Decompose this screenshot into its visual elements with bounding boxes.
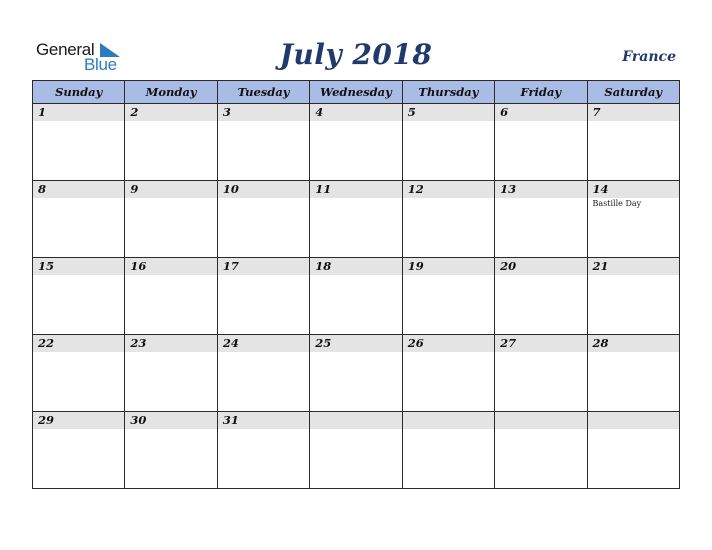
day-number: 16 xyxy=(125,258,216,275)
day-cell xyxy=(125,258,217,335)
day-number: 31 xyxy=(218,412,309,429)
day-number: 10 xyxy=(218,181,309,198)
day-cell xyxy=(402,258,494,335)
day-cell xyxy=(587,181,679,258)
day-cell xyxy=(402,104,494,181)
day-cell xyxy=(217,412,309,489)
weekday-header-row xyxy=(33,81,680,104)
day-number: 19 xyxy=(403,258,494,275)
day-cell xyxy=(33,335,125,412)
day-number: 22 xyxy=(33,335,124,352)
day-number: 23 xyxy=(125,335,216,352)
day-cell xyxy=(402,412,494,489)
day-cell xyxy=(217,181,309,258)
week-row xyxy=(33,335,680,412)
week-row xyxy=(33,104,680,181)
day-number: 20 xyxy=(495,258,586,275)
day-number: 13 xyxy=(495,181,586,198)
day-number: 17 xyxy=(218,258,309,275)
day-number: 8 xyxy=(33,181,124,198)
holiday-label: Bastille Day xyxy=(592,199,642,208)
logo-text-blue: Blue xyxy=(84,55,117,74)
day-number: 26 xyxy=(403,335,494,352)
day-cell xyxy=(587,104,679,181)
day-number: 9 xyxy=(125,181,216,198)
day-number: 15 xyxy=(33,258,124,275)
day-number: 6 xyxy=(495,104,586,121)
day-cell xyxy=(310,104,402,181)
day-cell xyxy=(310,412,402,489)
day-number: 4 xyxy=(310,104,401,121)
day-number xyxy=(310,412,401,429)
day-number: 3 xyxy=(218,104,309,121)
day-cell xyxy=(495,412,587,489)
week-row xyxy=(33,412,680,489)
day-cell xyxy=(33,104,125,181)
day-cell xyxy=(587,412,679,489)
calendar-grid xyxy=(32,80,680,489)
day-cell xyxy=(402,335,494,412)
day-number xyxy=(588,412,679,429)
day-number: 12 xyxy=(403,181,494,198)
day-number xyxy=(495,412,586,429)
day-number xyxy=(403,412,494,429)
day-cell xyxy=(217,104,309,181)
day-cell xyxy=(217,335,309,412)
day-cell xyxy=(125,335,217,412)
day-number: 27 xyxy=(495,335,586,352)
day-cell xyxy=(495,104,587,181)
day-number: 7 xyxy=(588,104,679,121)
weekday-thursday: Thursday xyxy=(402,81,494,104)
day-number: 11 xyxy=(310,181,401,198)
day-cell xyxy=(587,258,679,335)
day-cell xyxy=(587,335,679,412)
day-cell xyxy=(495,258,587,335)
day-number: 28 xyxy=(588,335,679,352)
day-cell xyxy=(495,335,587,412)
weekday-wednesday: Wednesday xyxy=(310,81,402,104)
day-number: 18 xyxy=(310,258,401,275)
weekday-monday: Monday xyxy=(125,81,217,104)
day-cell xyxy=(217,258,309,335)
day-number: 21 xyxy=(588,258,679,275)
day-number: 1 xyxy=(33,104,124,121)
day-number: 24 xyxy=(218,335,309,352)
weekday-friday: Friday xyxy=(495,81,587,104)
day-number: 14 xyxy=(588,181,679,198)
weekday-saturday: Saturday xyxy=(587,81,679,104)
day-cell xyxy=(125,412,217,489)
day-number: 25 xyxy=(310,335,401,352)
day-cell xyxy=(125,104,217,181)
day-cell xyxy=(310,181,402,258)
day-number: 5 xyxy=(403,104,494,121)
country-label: France xyxy=(622,49,676,65)
logo-text-general: General xyxy=(36,40,95,59)
day-cell xyxy=(402,181,494,258)
weekday-sunday: Sunday xyxy=(33,81,125,104)
day-cell xyxy=(33,412,125,489)
week-row xyxy=(33,181,680,258)
day-cell xyxy=(125,181,217,258)
day-number: 2 xyxy=(125,104,216,121)
day-cell xyxy=(310,258,402,335)
day-number: 29 xyxy=(33,412,124,429)
calendar-title: July 2018 xyxy=(279,38,433,71)
week-row xyxy=(33,258,680,335)
day-number: 30 xyxy=(125,412,216,429)
day-cell xyxy=(495,181,587,258)
weekday-tuesday: Tuesday xyxy=(217,81,309,104)
day-cell xyxy=(33,181,125,258)
day-cell xyxy=(33,258,125,335)
day-cell xyxy=(310,335,402,412)
